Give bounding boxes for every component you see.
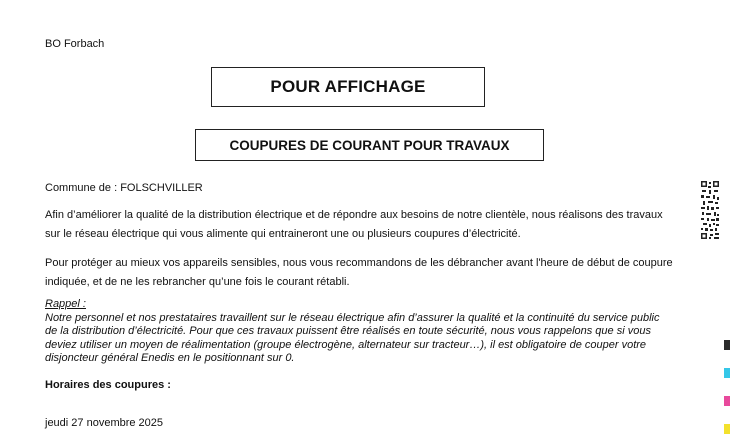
rappel-line: Notre personnel et nos prestataires travaillent sur le réseau électrique afin d’assurer la qualité et la continuité du service public <box>45 311 660 324</box>
rappel-line: disjoncteur général Enedis en le positionnant sur 0. <box>45 352 295 364</box>
paragraph-1 <box>45 206 663 244</box>
rappel-line: de la distribution d’électricité. Pour que ces travaux puissent être réalisés en toute sécurité, nous vous rappelons que si vous <box>45 325 651 337</box>
paragraph-2-line: Pour protéger au mieux vos appareils sensibles, nous vous recommandons de les débrancher avant l'heure de début de coupure <box>45 257 673 269</box>
paragraph-1-line: Afin d’améliorer la qualité de la distribution électrique et de répondre aux besoins de notre clientèle, nous réalisons des travaux <box>45 209 663 221</box>
margin-mark-cyan <box>724 368 730 378</box>
paragraph-2 <box>45 254 673 292</box>
rappel-title: Rappel : <box>45 298 86 310</box>
margin-mark-magenta <box>724 396 730 406</box>
title-sub: COUPURES DE COURANT POUR TRAVAUX <box>229 137 510 153</box>
margin-mark-yellow <box>724 424 730 434</box>
commune-label: Commune de : FOLSCHVILLER <box>45 182 203 194</box>
horaires-label: Horaires des coupures : <box>45 379 171 391</box>
paragraph-2-line: indiquée, et de ne les rebrancher qu’une fois le courant rétabli. <box>45 276 350 288</box>
rappel-line: deviez utiliser un moyen de réalimentation (groupe électrogène, alternateur sur tracteur…), il est obligatoire de couper votre <box>45 338 647 351</box>
qr-code-icon <box>700 180 720 240</box>
title-main-box <box>211 67 485 107</box>
paragraph-1-line: sur le réseau électrique qui vous alimente qui entraineront une ou plusieurs coupures d’électricité. <box>45 228 521 240</box>
outage-date: jeudi 27 novembre 2025 <box>45 417 164 429</box>
sender-label: BO Forbach <box>45 38 105 50</box>
rappel-section <box>45 298 660 366</box>
title-main: POUR AFFICHAGE <box>270 77 426 96</box>
title-sub-box <box>195 129 544 161</box>
margin-mark-black <box>724 340 730 350</box>
